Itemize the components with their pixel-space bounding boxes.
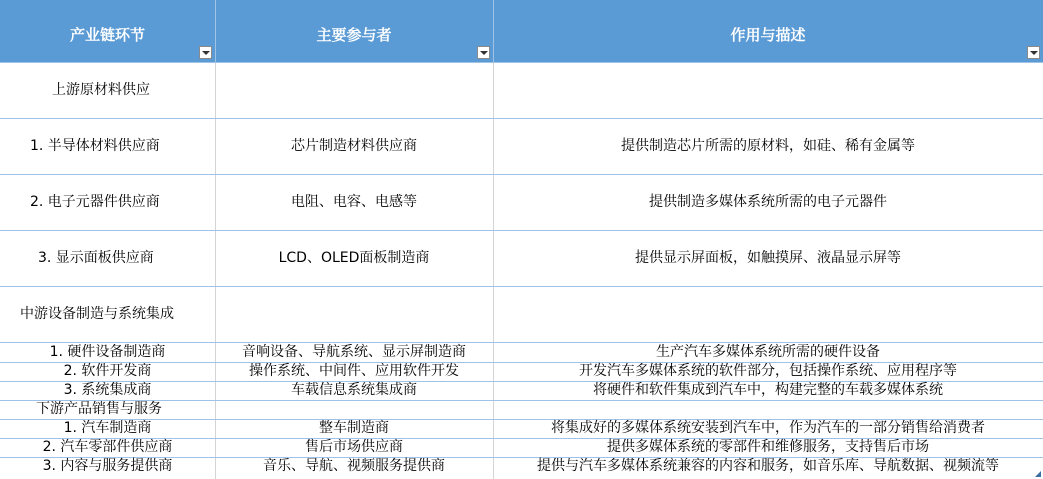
table-cell[interactable]: 提供与汽车多媒体系统兼容的内容和服务，如音乐库、导航数据、视频流等: [537, 458, 999, 474]
table-cell[interactable]: 整车制造商: [319, 420, 389, 436]
column-divider: [493, 0, 494, 479]
table-cell[interactable]: 车载信息系统集成商: [291, 382, 417, 398]
row-divider: [0, 286, 1043, 287]
column-divider: [493, 0, 494, 62]
table-cell[interactable]: LCD、OLED面板制造商: [278, 250, 430, 266]
row-divider: [0, 174, 1043, 175]
table-cell[interactable]: 售后市场供应商: [305, 439, 403, 455]
table-cell[interactable]: 1. 半导体材料供应商: [30, 138, 160, 154]
table-cell[interactable]: 2. 软件开发商: [63, 363, 152, 379]
section-label-upstream[interactable]: 上游原材料供应: [52, 82, 150, 98]
table-cell[interactable]: 开发汽车多媒体系统的软件部分，包括操作系统、应用程序等: [579, 363, 957, 379]
filter-dropdown-icon[interactable]: [1027, 46, 1040, 59]
header-label: 作用与描述: [730, 26, 806, 44]
row-divider: [0, 230, 1043, 231]
table-cell[interactable]: 2. 电子元器件供应商: [30, 194, 160, 210]
header-cell-description[interactable]: [493, 0, 1043, 62]
table-cell[interactable]: 提供显示屏面板，如触摸屏、液晶显示屏等: [635, 250, 901, 266]
section-label-downstream[interactable]: 下游产品销售与服务: [36, 401, 162, 417]
column-divider: [215, 0, 216, 479]
table-cell[interactable]: 提供制造芯片所需的原材料，如硅、稀有金属等: [621, 138, 915, 154]
table-cell[interactable]: 3. 系统集成商: [63, 382, 152, 398]
table-cell[interactable]: 3. 显示面板供应商: [38, 250, 154, 266]
row-divider: [0, 62, 1043, 63]
table-cell[interactable]: 1. 硬件设备制造商: [49, 344, 166, 360]
table-cell[interactable]: 1. 汽车制造商: [63, 420, 152, 436]
table-cell[interactable]: 2. 汽车零部件供应商: [42, 439, 173, 455]
header-cell-industry-chain[interactable]: [0, 0, 215, 62]
table-cell[interactable]: 操作系统、中间件、应用软件开发: [249, 363, 459, 379]
table-cell[interactable]: 电阻、电容、电感等: [291, 194, 417, 210]
table-resize-handle-icon[interactable]: [1035, 471, 1041, 477]
table-cell[interactable]: 芯片制造材料供应商: [291, 138, 417, 154]
row-divider: [0, 118, 1043, 119]
table-cell[interactable]: 生产汽车多媒体系统所需的硬件设备: [656, 344, 880, 360]
header-label: 产业链环节: [69, 26, 145, 44]
header-cell-participants[interactable]: [215, 0, 493, 62]
table-cell[interactable]: 将硬件和软件集成到汽车中，构建完整的车载多媒体系统: [593, 382, 943, 398]
row-divider: [0, 342, 1043, 343]
table-cell[interactable]: 音响设备、导航系统、显示屏制造商: [242, 344, 466, 360]
header-label: 主要参与者: [316, 26, 392, 44]
column-divider: [215, 0, 216, 62]
table-cell[interactable]: 将集成好的多媒体系统安装到汽车中，作为汽车的一部分销售给消费者: [551, 420, 985, 436]
table-cell[interactable]: 提供多媒体系统的零部件和维修服务，支持售后市场: [607, 439, 929, 455]
table-cell[interactable]: 音乐、导航、视频服务提供商: [263, 458, 445, 474]
filter-dropdown-icon[interactable]: [477, 46, 490, 59]
filter-dropdown-icon[interactable]: [199, 46, 212, 59]
table-cell[interactable]: 提供制造多媒体系统所需的电子元器件: [649, 194, 887, 210]
section-label-midstream[interactable]: 中游设备制造与系统集成: [20, 306, 174, 322]
table-cell[interactable]: 3. 内容与服务提供商: [42, 458, 173, 474]
